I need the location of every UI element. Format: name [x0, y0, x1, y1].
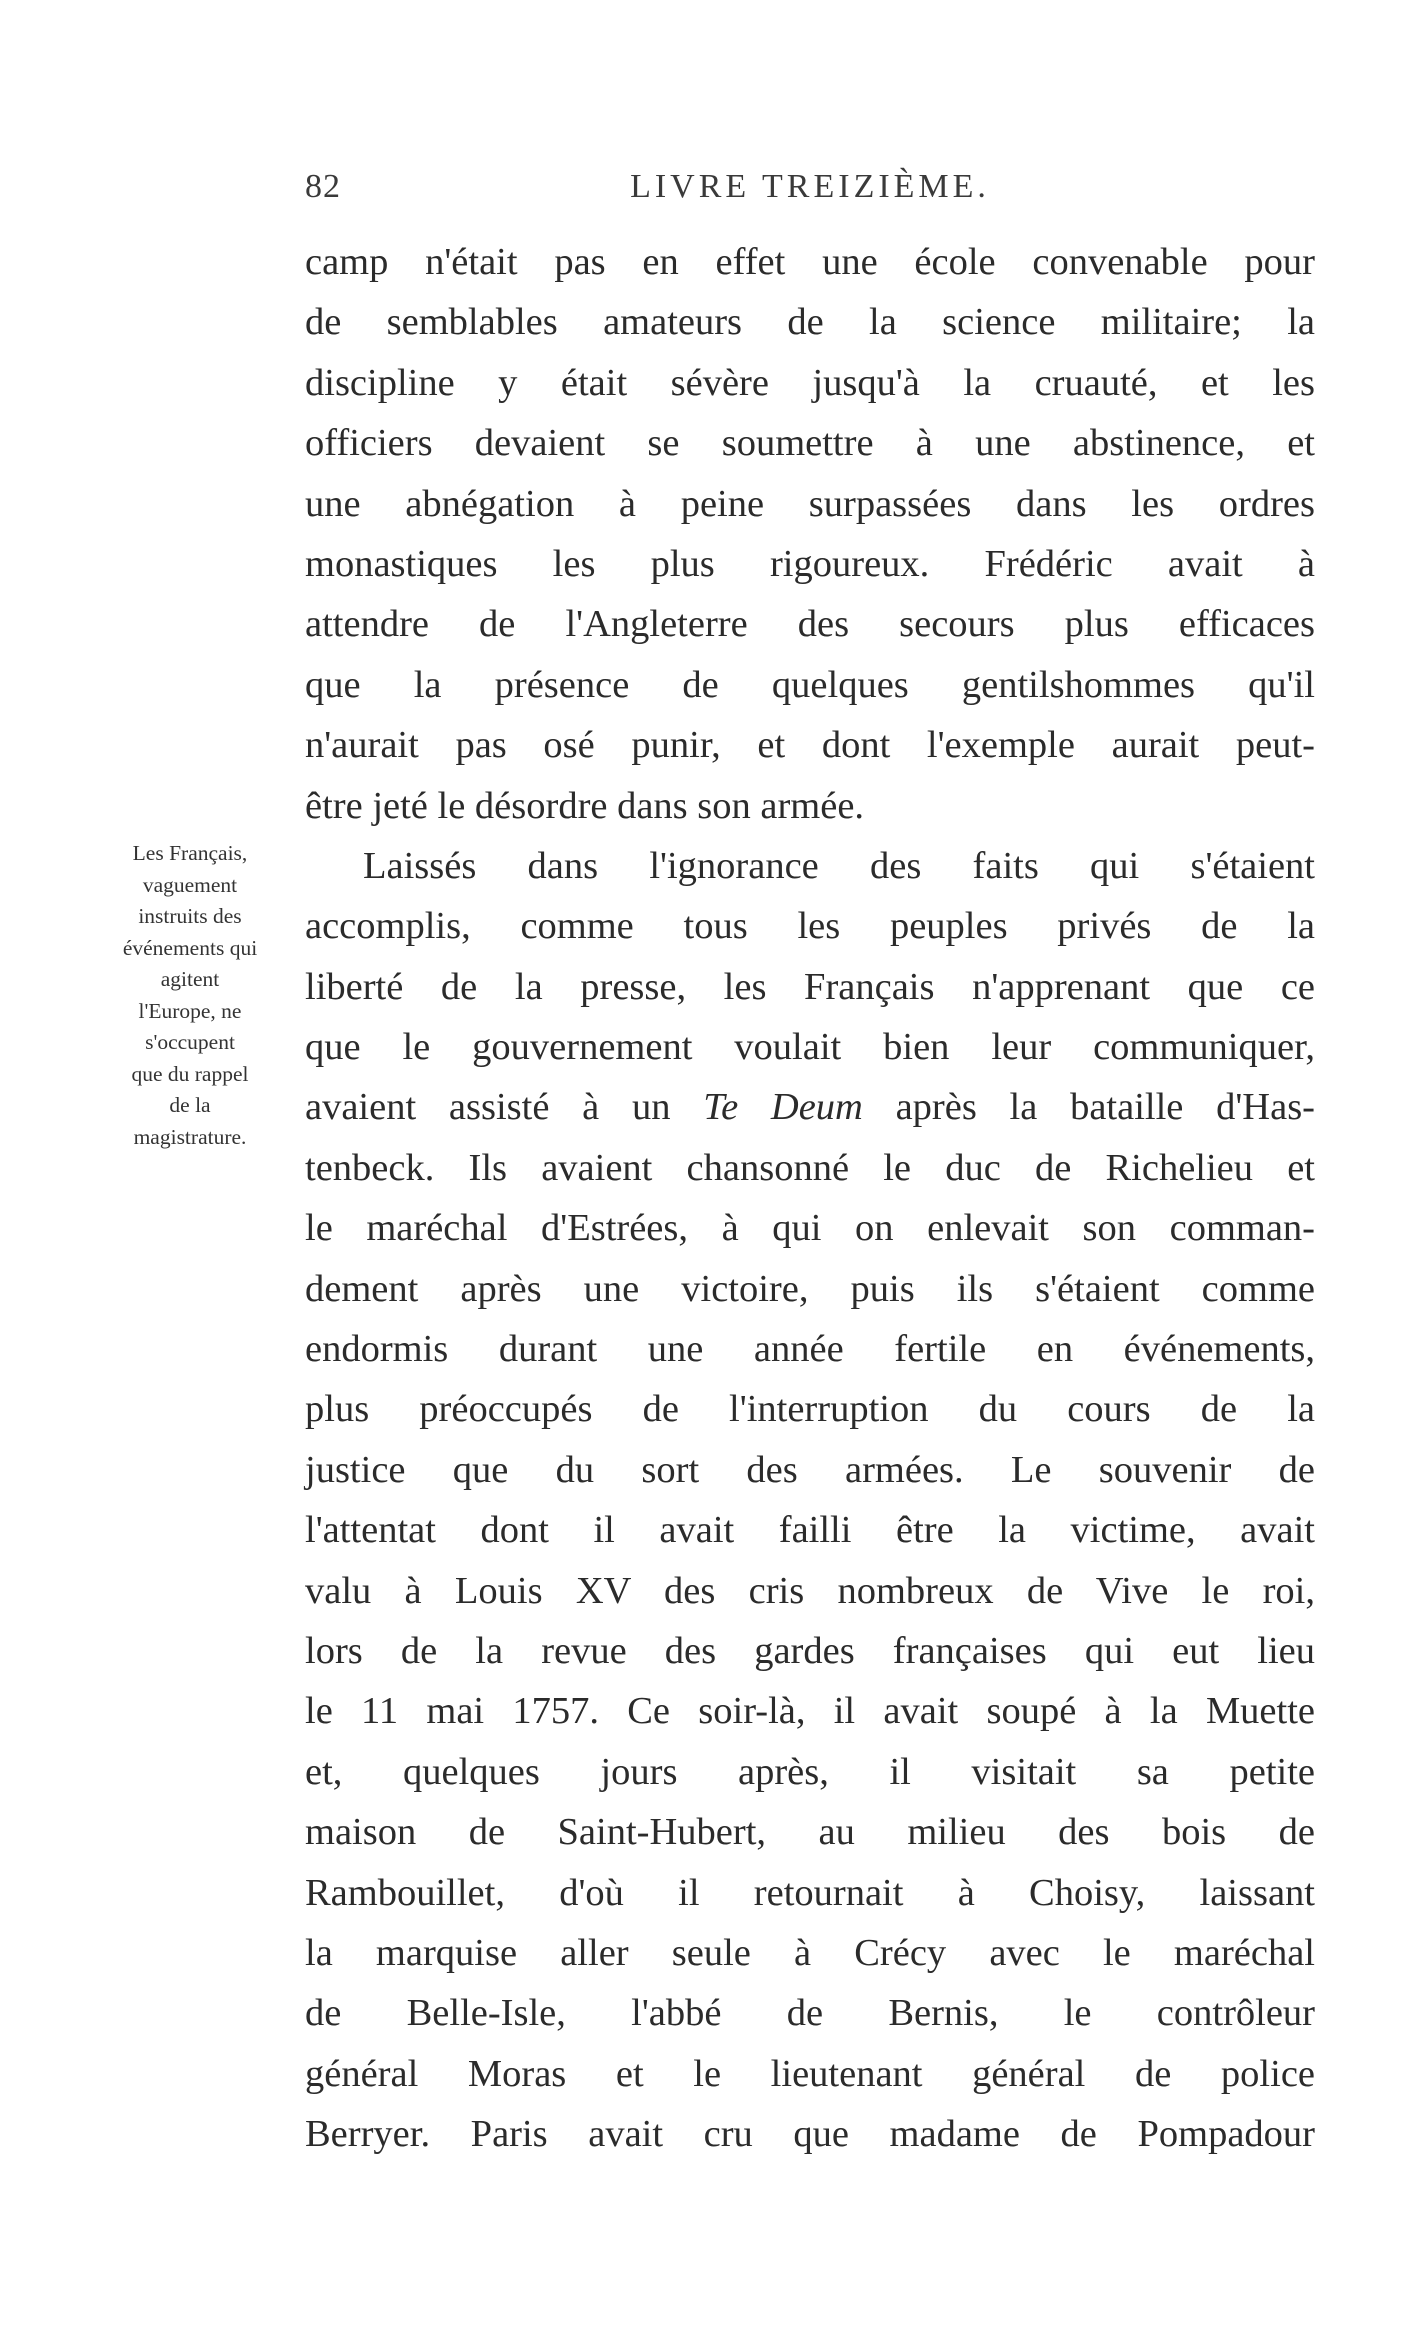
text-line: que le gouvernement voulait bien leur communiquer,	[305, 1026, 1315, 1069]
text-line: tenbeck. Ils avaient chansonné le duc de Richelieu et	[305, 1146, 1315, 1189]
text-line: attendre de l'Angleterre des secours plus efficaces	[305, 603, 1315, 646]
running-head: LIVRE TREIZIÈME.	[630, 168, 990, 205]
text-line: monastiques les plus rigoureux. Frédéric avait à	[305, 542, 1315, 585]
text-segment: après la bataille d'Has-	[862, 1086, 1315, 1129]
text-segment: avaient assisté à un	[305, 1086, 704, 1129]
page-header	[305, 168, 1315, 212]
margin-note-line: instruits des	[138, 904, 242, 928]
text-line: le 11 mai 1757. Ce soir-là, il avait soupé à la Muette	[305, 1690, 1315, 1733]
text-line: Berryer. Paris avait cru que madame de Pompadour	[305, 2113, 1315, 2156]
text-line: camp n'était pas en effet une école convenable pour	[305, 241, 1315, 283]
text-line: accomplis, comme tous les peuples privés de la	[305, 905, 1315, 948]
margin-note-line: vaguement	[142, 872, 238, 897]
text-line: maison de Saint-Hubert, au milieu des bois de	[305, 1811, 1315, 1854]
margin-note-line: Les Français,	[132, 841, 248, 865]
page-number: 82	[305, 168, 341, 205]
text-line: justice que du sort des armées. Le souvenir de	[305, 1448, 1315, 1491]
text-line: et, quelques jours après, il visitait sa petite	[305, 1750, 1315, 1793]
text-line: dement après une victoire, puis ils s'étaient comme	[305, 1267, 1315, 1310]
text-line: l'attentat dont il avait failli être la victime, avait	[305, 1509, 1315, 1552]
text-line: de semblables amateurs de la science militaire; la	[305, 301, 1315, 344]
margin-note	[84, 838, 296, 1153]
text-line: endormis durant une année fertile en événements,	[305, 1328, 1315, 1371]
text-line: plus préoccupés de l'interruption du cours de la	[305, 1388, 1315, 1431]
body-text	[305, 232, 1315, 2165]
text-line: la marquise aller seule à Crécy avec le maréchal	[305, 1931, 1315, 1974]
margin-note-line: l'Europe, ne	[138, 998, 242, 1023]
margin-note-line: s'occupent	[145, 1030, 235, 1054]
italic-title: Te Deum	[703, 1086, 863, 1129]
text-line: n'aurait pas osé punir, et dont l'exemple aurait peut-	[305, 724, 1315, 767]
text-line: Rambouillet, d'où il retournait à Choisy, laissant	[305, 1871, 1315, 1914]
margin-note-line: que du rappel	[131, 1061, 249, 1086]
text-line: discipline y était sévère jusqu'à la cruauté, et les	[305, 361, 1315, 404]
margin-note-line: événements qui	[122, 935, 258, 960]
text-line: de Belle-Isle, l'abbé de Bernis, le contrôleur	[305, 1992, 1315, 2035]
text-line: liberté de la presse, les Français n'apprenant que ce	[305, 965, 1315, 1008]
margin-note-line: magistrature.	[133, 1124, 247, 1149]
text-line: le maréchal d'Estrées, à qui on enlevait son comman-	[305, 1207, 1315, 1250]
text-line: Laissés dans l'ignorance des faits qui s'étaient	[363, 844, 1315, 887]
margin-note-line: de la	[169, 1093, 211, 1117]
text-line: une abnégation à peine surpassées dans les ordres	[305, 482, 1315, 525]
text-line: officiers devaient se soumettre à une abstinence, et	[305, 422, 1315, 465]
text-line: valu à Louis XV des cris nombreux de Vive le roi,	[305, 1569, 1315, 1612]
text-line: lors de la revue des gardes françaises qui eut lieu	[305, 1629, 1315, 1672]
text-line	[305, 1077, 1315, 1137]
text-line: être jeté le désordre dans son armée.	[305, 784, 865, 827]
text-line: général Moras et le lieutenant général de police	[305, 2052, 1315, 2095]
text-line: que la présence de quelques gentilshommes qu'il	[305, 663, 1315, 706]
margin-note-line: agitent	[160, 967, 220, 991]
